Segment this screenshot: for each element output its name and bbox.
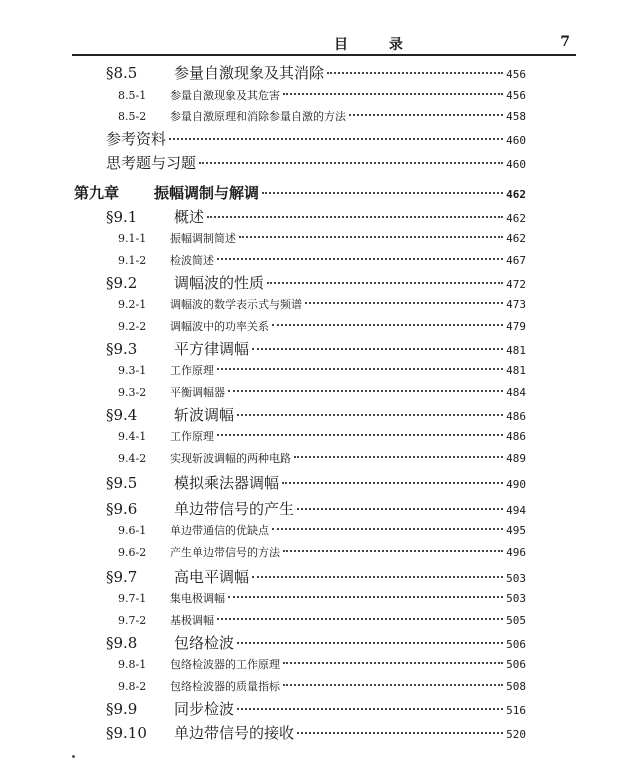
entry-title: 工作原理 [170, 364, 214, 377]
toc-entry-subsection[interactable] [118, 362, 526, 378]
entry-page: 520 [506, 728, 526, 741]
toc-entry-section[interactable] [106, 472, 526, 493]
leader-dots [237, 708, 503, 710]
toc-entry-exercises[interactable] [106, 152, 526, 173]
entry-page: 490 [506, 478, 526, 491]
leader-dots [169, 138, 503, 140]
leader-dots [228, 390, 503, 392]
entry-title: 包络检波器的工作原理 [170, 658, 280, 671]
leader-dots [217, 258, 503, 260]
entry-title: 高电平调幅 [174, 568, 250, 586]
entry-title: 实现斩波调幅的两种电路 [170, 452, 291, 465]
entry-page: 486 [506, 410, 526, 423]
leader-dots [349, 114, 503, 116]
leader-dots [237, 642, 503, 644]
entry-page: 472 [506, 278, 526, 291]
entry-number: §9.4 [106, 406, 138, 424]
entry-number: §9.3 [106, 340, 138, 358]
entry-title: 振幅调制简述 [170, 232, 236, 245]
entry-page: 489 [506, 452, 526, 465]
entry-number: 9.2-2 [118, 320, 147, 333]
entry-number: §9.1 [106, 208, 138, 226]
entry-page: 494 [506, 504, 526, 517]
entry-title: 工作原理 [170, 430, 214, 443]
toc-entry-subsection[interactable] [118, 252, 526, 268]
entry-number: 9.3-1 [118, 364, 147, 377]
entry-title: 斩波调幅 [174, 406, 235, 424]
toc-entry-section[interactable] [106, 272, 526, 293]
toc-entry-subsection[interactable] [118, 450, 526, 466]
entry-number: 9.7-1 [118, 592, 147, 605]
entry-page: 467 [506, 254, 526, 267]
page-header [74, 32, 574, 54]
entry-page: 481 [506, 344, 526, 357]
toc-entry-subsection[interactable] [118, 590, 526, 606]
leader-dots [267, 282, 503, 284]
leader-dots [199, 162, 503, 164]
toc-entry-subsection[interactable] [118, 522, 526, 538]
toc-entry-subsection[interactable] [118, 384, 526, 400]
entry-title: 单边带通信的优缺点 [170, 524, 269, 537]
toc-entry-section[interactable] [106, 632, 526, 653]
leader-dots [228, 596, 503, 598]
entry-title: 包络检波 [174, 634, 235, 652]
toc-entry-references[interactable] [106, 128, 526, 149]
entry-page: 506 [506, 658, 526, 671]
entry-page: 503 [506, 572, 526, 585]
leader-dots [217, 618, 503, 620]
leader-dots [297, 508, 503, 510]
entry-page: 473 [506, 298, 526, 311]
toc-entry-subsection[interactable] [118, 87, 526, 103]
toc-entry-section[interactable] [106, 206, 526, 227]
leader-dots [294, 456, 503, 458]
entry-title: 参量自激现象及其危害 [170, 89, 280, 102]
toc-entry-subsection[interactable] [118, 108, 526, 124]
entry-title: 集电极调幅 [170, 592, 225, 605]
leader-dots [237, 414, 503, 416]
entry-number: §9.2 [106, 274, 138, 292]
entry-number: 9.1-1 [118, 232, 147, 245]
entry-title: 检波简述 [170, 254, 214, 267]
entry-number: 8.5-1 [118, 89, 147, 102]
entry-page: 456 [506, 89, 526, 102]
entry-number: §9.9 [106, 700, 138, 718]
leader-dots [207, 216, 503, 218]
entry-title: 平方律调幅 [174, 340, 250, 358]
toc-entry-section[interactable] [106, 338, 526, 359]
toc-entry-subsection[interactable] [118, 656, 526, 672]
leader-dots [305, 302, 503, 304]
entry-page: 460 [506, 158, 526, 171]
entry-title: 模拟乘法器调幅 [174, 474, 280, 492]
entry-number: 9.4-1 [118, 430, 147, 443]
toc-entry-chapter[interactable] [74, 182, 526, 203]
entry-number: §9.6 [106, 500, 138, 518]
entry-title: 参量自激原理和消除参量自激的方法 [170, 110, 346, 123]
entry-number: 9.8-2 [118, 680, 147, 693]
entry-number: 9.3-2 [118, 386, 147, 399]
leader-dots [283, 93, 503, 95]
toc-entry-section[interactable] [106, 698, 526, 719]
entry-number: 9.6-2 [118, 546, 147, 559]
leader-dots [239, 236, 503, 238]
entry-number: 9.7-2 [118, 614, 147, 627]
leader-dots [252, 348, 503, 350]
leader-dots [272, 528, 503, 530]
entry-number: 9.4-2 [118, 452, 147, 465]
leader-dots [272, 324, 503, 326]
entry-page: 462 [506, 232, 526, 245]
entry-page: 479 [506, 320, 526, 333]
leader-dots [252, 576, 503, 578]
entry-page: 516 [506, 704, 526, 717]
leader-dots [297, 732, 503, 734]
leader-dots [283, 684, 503, 686]
entry-number: §9.5 [106, 474, 138, 492]
entry-page: 508 [506, 680, 526, 693]
entry-page: 458 [506, 110, 526, 123]
entry-number: §9.7 [106, 568, 138, 586]
entry-title: 调幅波的数学表示式与频谱 [170, 298, 302, 311]
toc-entry-subsection[interactable] [118, 428, 526, 444]
toc-entry-section[interactable] [106, 722, 526, 743]
entry-page: 486 [506, 430, 526, 443]
entry-title: 思考题与习题 [106, 154, 197, 172]
entry-title: 参量自激现象及其消除 [174, 64, 325, 82]
entry-page: 462 [506, 212, 526, 225]
entry-title: 调幅波中的功率关系 [170, 320, 269, 333]
header-page-number: 7 [560, 34, 570, 50]
toc-entry-subsection[interactable] [118, 612, 526, 628]
entry-number: §8.5 [106, 64, 138, 82]
toc-entry-section[interactable] [106, 62, 526, 83]
entry-number: 9.2-1 [118, 298, 147, 311]
leader-dots [327, 72, 503, 74]
toc-entry-section[interactable] [106, 498, 526, 519]
leader-dots [282, 482, 503, 484]
entry-title: 平衡调幅器 [170, 386, 225, 399]
entry-number: 9.8-1 [118, 658, 147, 671]
entry-number: 第九章 [74, 184, 120, 202]
entry-title: 概述 [174, 208, 205, 226]
entry-title: 产生单边带信号的方法 [170, 546, 280, 559]
toc-entry-subsection[interactable] [118, 544, 526, 560]
entry-title: 单边带信号的接收 [174, 724, 295, 742]
entry-page: 456 [506, 68, 526, 81]
toc-entry-subsection[interactable] [118, 296, 526, 312]
leader-dots [283, 662, 503, 664]
entry-number: §9.8 [106, 634, 138, 652]
entry-number: 9.6-1 [118, 524, 147, 537]
entry-number: 8.5-2 [118, 110, 147, 123]
header-rule [72, 54, 576, 56]
entry-page: 505 [506, 614, 526, 627]
toc-entry-section[interactable] [106, 404, 526, 425]
entry-page: 503 [506, 592, 526, 605]
entry-title: 调幅波的性质 [174, 274, 265, 292]
entry-page: 462 [506, 188, 526, 201]
entry-title: 单边带信号的产生 [174, 500, 295, 518]
entry-page: 481 [506, 364, 526, 377]
entry-page: 496 [506, 546, 526, 559]
entry-number: 9.1-2 [118, 254, 147, 267]
toc-entry-subsection[interactable] [118, 678, 526, 694]
entry-page: 484 [506, 386, 526, 399]
leader-dots [262, 192, 503, 194]
header-title: 目 录 [334, 37, 421, 53]
toc-entry-subsection[interactable] [118, 318, 526, 334]
leader-dots [217, 434, 503, 436]
toc-entry-section[interactable] [106, 566, 526, 587]
entry-title: 基极调幅 [170, 614, 214, 627]
leader-dots [217, 368, 503, 370]
entry-title: 同步检波 [174, 700, 235, 718]
entry-page: 506 [506, 638, 526, 651]
entry-number: §9.10 [106, 724, 147, 742]
entry-title: 参考资料 [106, 130, 167, 148]
entry-title: 包络检波器的质量指标 [170, 680, 280, 693]
entry-page: 460 [506, 134, 526, 147]
entry-page: 495 [506, 524, 526, 537]
margin-speck [72, 755, 75, 758]
entry-title: 振幅调制与解调 [154, 184, 260, 202]
leader-dots [283, 550, 503, 552]
toc-entry-subsection[interactable] [118, 230, 526, 246]
